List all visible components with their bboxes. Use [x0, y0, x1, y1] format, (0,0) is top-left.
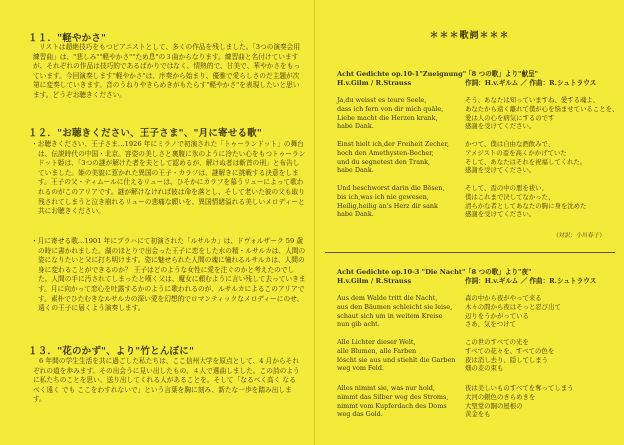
lyric-line: 大河の銀色のきらめきを — [465, 392, 536, 401]
lyric-line: Ja,du weisst es teure Seele, — [337, 96, 427, 104]
lyric-line: さあ、気をつけて — [465, 320, 516, 329]
song1-de-credit: H.v.Gilm / R.Strauss — [337, 79, 412, 87]
song1-ja-credit: 作詞：H.v.ギルム ／ 作曲：R.シュトラウス — [465, 79, 597, 87]
song2-ja-stanza-3 — [465, 384, 574, 419]
lyric-line: 木々の間から夜はそっと忍び出て — [465, 302, 561, 311]
lyric-line: Alles nimmt sie, was nur hold, — [337, 384, 435, 392]
song1-ja-stanza-1 — [465, 96, 618, 131]
song2-ja-credit: 作詞：H.v.ギルム ／ 作曲：R.シュトラウス — [465, 277, 597, 285]
song2-ja-stanza-1 — [465, 294, 561, 329]
song2-de-stanza-1 — [337, 294, 452, 329]
lyric-line: 夜は美しいものすべてを奪ってしまう — [465, 384, 574, 392]
lyric-line: bis ich,was ich nie gewesen, — [337, 192, 429, 201]
lyric-line: alle Blumen, alle Farben — [337, 346, 417, 355]
lyric-line: すべての花々を、すべての色を — [465, 346, 555, 355]
song1-ja-title: 「8 つの歌」より"献呈" — [465, 70, 539, 78]
song2-de-credit: H.v.Gilm / R.Strauss — [337, 277, 412, 285]
lyric-line: アメジストの盃を高くかかげていた — [465, 148, 567, 157]
lyric-line: この世のすべての光を — [465, 338, 529, 346]
lyric-line: habe Dank. — [337, 122, 374, 131]
song2-de-title: Acht Gedichte op.10-3 "Die Nacht" — [337, 268, 466, 276]
lyric-line: 感謝を受けてください。 — [465, 210, 536, 219]
lyric-line: 感謝を受けてください。 — [465, 122, 536, 131]
lyric-line: 森の中から夜がやって来る — [465, 294, 542, 302]
lyric-line: aus den Bäumen schleicht sie leise, — [337, 302, 453, 311]
lyric-line: nun gib acht. — [337, 320, 380, 329]
lyric-line: löscht sie aus und stiehlt die Garben — [337, 355, 456, 364]
lyric-line: und du segnetest den Trank, — [337, 157, 431, 166]
lyric-line: habe Dank. — [337, 166, 374, 175]
lyric-line: Einst hielt ich,der Freiheit Zecher, — [337, 140, 449, 148]
section-11-body: リストは超絶技巧をもつピアニストとして、多くの作品を残しました。「3つの演奏会用練習曲」は、"悲しみ""軽やかさ""ため息"の３曲からなります。練習曲と名付けていますが、それぞれの作品は技巧的であるばかりではなく、情熱的で、甘美で、華やかさをもっています。今回演奏します"軽やかさ"は、序奏から始まり、優雅で愛らしさのだ主題が次第に変奏していきます。音のうねりやきらめきがもたらす"軽やかさ"を表現したいと思います。どうぞお聴きください。 — [33, 43, 301, 99]
lyric-line: 清らかな者としてあなたの胸に身を沈めた — [465, 201, 587, 210]
section-13-body: 6 年間の学生生活を共に過ごした私たちは、ここ信州大学を原点として、4 月からそれぞれの道を歩みます。その出会うに見い出したもの、４人で選曲しました。この詩のように私たちのことを思い、送り出してくれる人があることを。そして「なるべく高く なるべく遠く でも ここをわすれないで」という言葉を胸に刻み、新たな一歩を踏み出します。 — [33, 357, 300, 404]
lyric-line: Heilig,heilig an's Herz dir sank — [337, 201, 438, 210]
lyric-line: schaut sich um in weitem Kreise — [337, 311, 443, 320]
lyric-line: habe Dank. — [337, 210, 374, 219]
lyric-line: 黄金をも — [465, 410, 491, 419]
lyric-line: 僕はこれまで決してなかった、 — [465, 192, 555, 201]
section-13-title: １３．"花のかず"、より"竹とんぼに" — [28, 346, 195, 357]
song1-ja-stanza-2 — [465, 140, 586, 175]
lyric-line: あなたから遠く離れて僕が心を悩ませていることを、 — [465, 104, 619, 113]
section-12-bullet-turandot: ・お聴きください、王子さま…1926 年にミラノで初演された「トゥーランドット」の舞台は、伝説時代の中国・北京。容姿の美しさと裏腹に氷のように冷たい心をもつトゥーランドット姫は、「3つの謎が解けた者を夫として認めるが、解けぬ者は斬首の刑」と布告していました。姫の美貌に惹かれた異国の王子・カラフは、謎解きに挑戦する決意をします。王子の父・ティムールに仕えるリューは、ひそかにカラフを慕うリューによって歌われるのがこのアリアです。謎が解けなければ彼は命を落とし、そして老いた彼の父も取り残されてしまうと泣き崩れるリューの悲痛な願いを、異国情緒溢れる美しいメロディーと共にお聴きください。 — [31, 140, 306, 216]
lyrics-page — [315, 0, 624, 445]
lyric-line: weg das Gold. — [337, 410, 383, 419]
lyric-line: hoch den Amethysten-Becher, — [337, 148, 434, 157]
song2-ja-title: 「8 つの歌」より"夜" — [465, 268, 532, 276]
lyric-line: weg vom Feld. — [337, 364, 384, 373]
lyrics-heading: ＊＊＊歌詞＊＊＊ — [429, 31, 510, 41]
lyric-line: 辺りをうかがっている — [465, 311, 529, 320]
lyric-line: nimmt vom Kupferdach des Doms — [337, 401, 447, 410]
lyric-line: 畑の麦の束も — [465, 364, 504, 373]
section-12-title: １２．"お聴きください、王子さま"、"月に寄せる歌" — [28, 128, 262, 139]
lyric-line: dass ich fern von dir mich quäle, — [337, 104, 444, 113]
lyric-line: Alle Lichter dieser Welt, — [337, 338, 416, 346]
song2-ja-stanza-2 — [465, 338, 554, 373]
section-12-bullet-rusalka: ・月に寄せる歌…1901 年にプラハにて初演された「ルサルカ」は、ドヴォルザーク 59 歳の時に書かれました。湖のほとりで出会った王子に恋をした水の精・ルサルカは、人間の姿になりたいと父に打ち明けます。姿に魅せられた人間の魂に憧れるルサルカは、人間の身に変わることができるのか？ 王子はどのような女性に愛を注ぐのかと考えたのでした。人間の手に汚されてしまったと嘆く父は、魔女に頼むように言い残して去っていきます。月に向かって恋心を吐露するかのように歌われるのが、ルサルカによるこのアリアです。素朴でひたむきなルサルカの深い愛を幻想的でロマンティックなメロディーにのせ、遠くの王子に届くよう演奏します。 — [31, 237, 306, 313]
lyric-line: そして、盃の中の悪を祓い、 — [465, 184, 548, 192]
lyric-line: Und beschworst darin die Bösen, — [337, 184, 445, 192]
song1-de-stanza-3 — [337, 184, 445, 219]
lyric-line: nimmt das Silber weg des Stroms, — [337, 392, 449, 401]
lyric-line: 感謝を受けてください。 — [465, 166, 536, 175]
song1-de-title: Acht Gedichte op.10-1"Zueignung" — [337, 70, 467, 78]
lyric-line: 夜は消し去り、隠してしまう — [465, 355, 549, 364]
lyric-line: Aus dem Walde tritt die Nacht, — [337, 294, 438, 302]
song1-ja-stanza-3 — [465, 184, 586, 219]
song1-de-stanza-2 — [337, 140, 449, 175]
translation-credit: （対訳：小川春子） — [553, 233, 606, 239]
lyric-line: そう、あなたは知っていますね、愛する魂よ、 — [465, 96, 600, 104]
song1-de-stanza-1 — [337, 96, 443, 131]
lyric-line: Liebe macht die Herzen krank, — [337, 113, 438, 122]
lyric-line: 大聖堂の銅の屋根の — [465, 401, 523, 410]
section-divider — [325, 252, 615, 253]
lyric-line: 愛は人の心を病気にするのです — [465, 113, 555, 122]
lyric-line: かつて、僕は自由な酒飲みで、 — [465, 140, 555, 148]
song2-de-stanza-3 — [337, 384, 448, 419]
section-11-title: １１．"軽やかさ" — [28, 33, 107, 44]
lyric-line: そして、あなたはそれを祝福してくれた。 — [465, 157, 587, 166]
song2-de-stanza-2 — [337, 338, 456, 373]
